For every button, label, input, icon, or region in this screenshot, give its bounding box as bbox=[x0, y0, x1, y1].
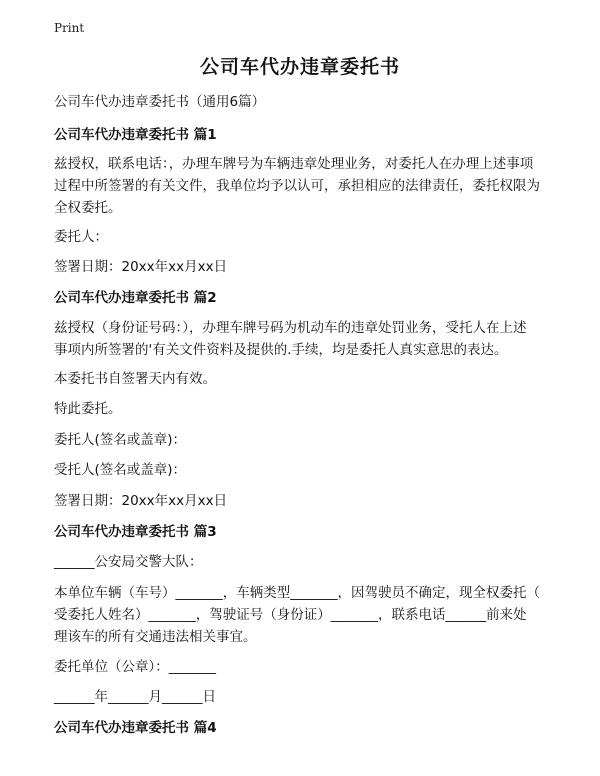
section-3-date: ______年______月______日 bbox=[54, 689, 216, 705]
section-1-line-1: 兹授权，联系电话：，办理车牌号为车辆违章处理业务，对委托人在办理上述事项 bbox=[54, 156, 534, 172]
section-heading-2: 公司车代办违章委托书 篇2 bbox=[54, 290, 217, 306]
document-title: 公司车代办违章委托书 bbox=[199, 56, 400, 78]
section-3-entrust-unit: 委托单位（公章）：_______ bbox=[54, 659, 216, 675]
section-heading-3: 公司车代办违章委托书 篇3 bbox=[54, 524, 217, 540]
section-heading-1: 公司车代办违章委托书 篇1 bbox=[54, 127, 217, 143]
section-2-entrustee: 受托人(签名或盖章)： bbox=[54, 462, 187, 478]
section-3-line-2: 受委托人姓名）_______，驾驶证号（身份证）_______，联系电话______前来处 bbox=[54, 607, 527, 623]
section-heading-4: 公司车代办违章委托书 篇4 bbox=[54, 720, 217, 736]
section-2-line-2: 事项内所签署的'有关文件资料及提供的.手续，均是委托人真实意思的表达。 bbox=[54, 342, 508, 358]
section-2-validity: 本委托书自签署天内有效。 bbox=[54, 371, 216, 387]
section-1-line-3: 全权委托。 bbox=[54, 200, 122, 216]
section-1-line-2: 过程中所签署的有关文件，我单位均予以认可，承担相应的法律责任，委托权限为 bbox=[54, 178, 540, 194]
section-2-line-1: 兹授权（身份证号码：），办理车牌号码为机动车的违章处罚业务，受托人在上述 bbox=[54, 320, 527, 336]
section-2-date: 签署日期：20xx年xx月xx日 bbox=[54, 493, 228, 509]
document-subtitle: 公司车代办违章委托书（通用6篇） bbox=[54, 94, 266, 110]
section-3-line-3: 理该车的所有交通违法相关事宜。 bbox=[54, 629, 257, 645]
section-2-entrustor: 委托人(签名或盖章)： bbox=[54, 432, 187, 448]
section-2-special: 特此委托。 bbox=[54, 401, 122, 417]
section-1-entrustor: 委托人： bbox=[54, 229, 108, 245]
section-1-date: 签署日期：20xx年xx月xx日 bbox=[54, 259, 228, 275]
section-3-addressee: ______公安局交警大队： bbox=[54, 554, 203, 570]
section-3-line-1: 本单位车辆（车号）_______，车辆类型_______，因驾驶员不确定，现全权委托（ bbox=[54, 585, 540, 601]
print-link[interactable]: Print bbox=[54, 21, 85, 35]
